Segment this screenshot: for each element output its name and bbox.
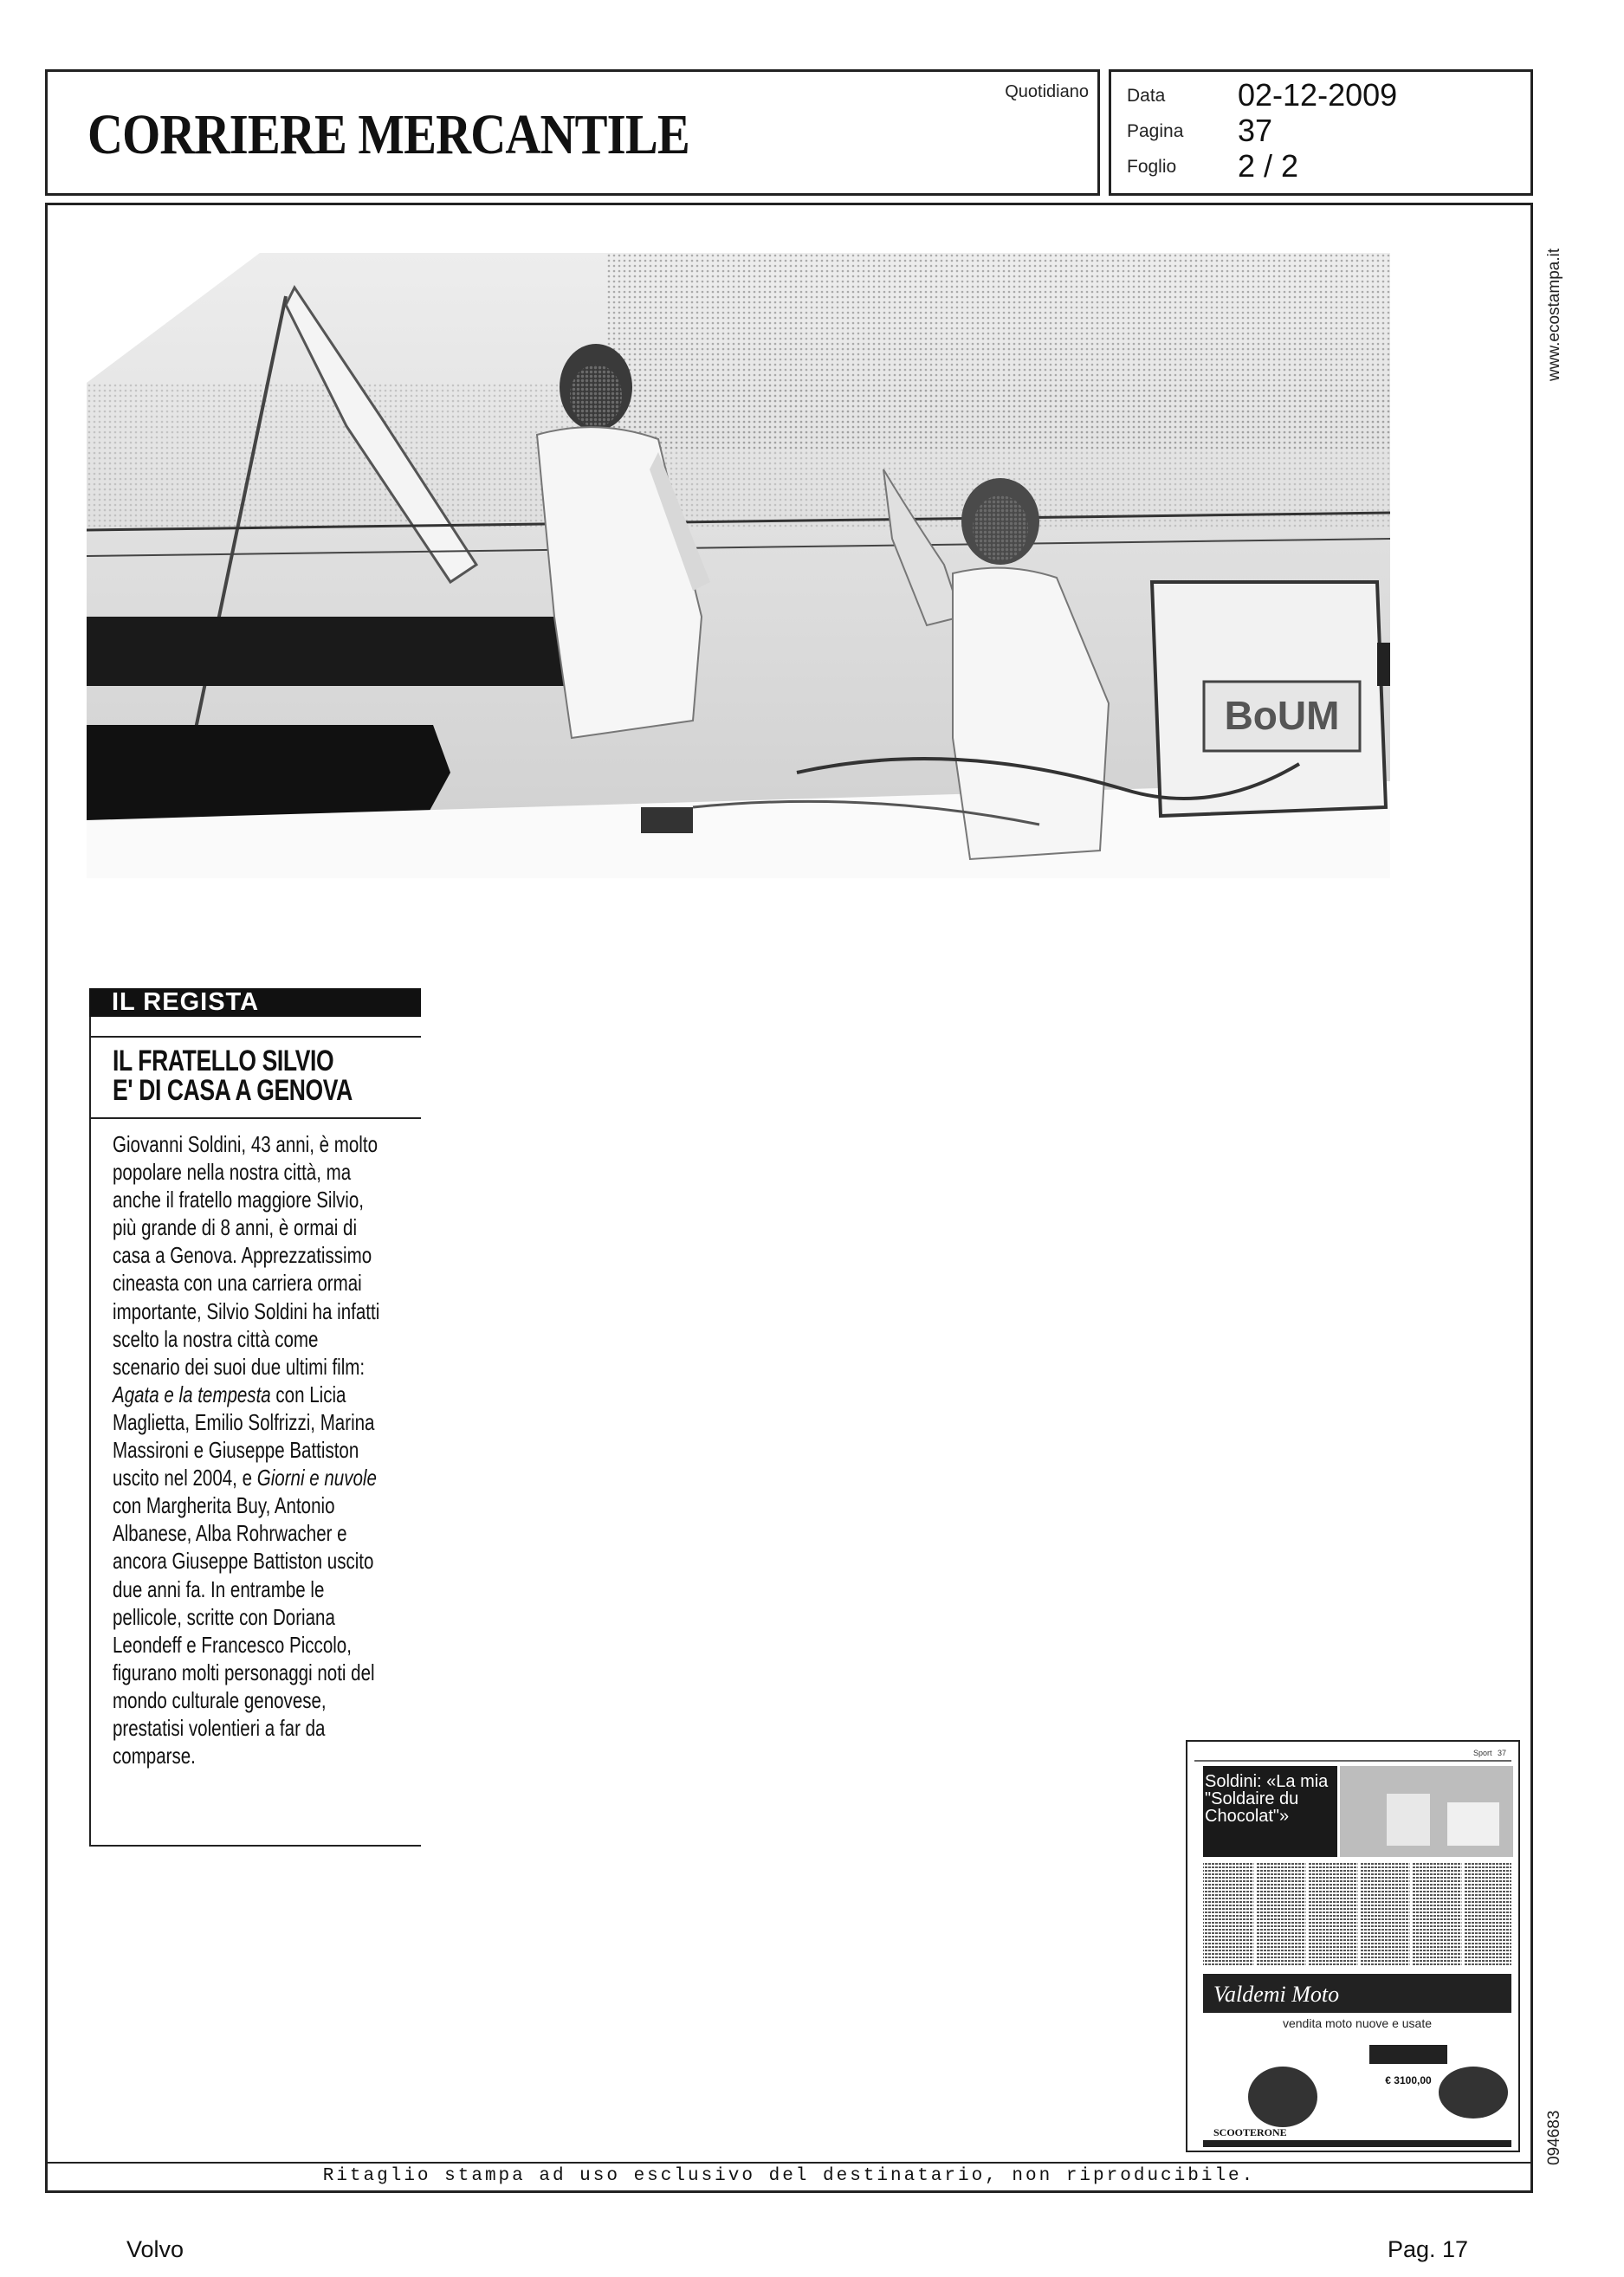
thumb-page: 37 xyxy=(1498,1749,1507,1757)
masthead-box xyxy=(45,69,1100,196)
photo-soldini-brothers-on-boat xyxy=(87,253,1390,878)
photo-banner-text: BoUM xyxy=(1224,693,1340,738)
thumb-ad-dealer: SCOOTERONE xyxy=(1213,2126,1287,2138)
thumb-section: Sport xyxy=(1473,1749,1492,1757)
side-url: www.ecostampa.it xyxy=(1545,248,1563,381)
thumb-ad-brand: Valdemi Moto xyxy=(1213,1982,1340,2007)
footer-page-number: Pag. 17 xyxy=(1388,2236,1469,2262)
kicker-rule xyxy=(89,1036,421,1038)
headline-rule xyxy=(89,1117,421,1119)
thumb-headline: Soldini: «La mia "Soldaire du Chocolat"» xyxy=(1205,1773,1329,1826)
article-left-rule xyxy=(89,1017,91,1847)
article-body xyxy=(113,1130,386,1769)
page-label: Pagina xyxy=(1127,121,1184,141)
article-kicker: IL REGISTA xyxy=(89,988,421,1017)
issue-info-box xyxy=(1109,69,1533,196)
body-part-1: Giovanni Soldini, 43 anni, è molto popolare nella nostra città, ma anche il fratello maggiore Silvio, più grande di 8 anni, è ormai di casa a Genova. Apprezzatissimo cineasta con una carriera ormai importante, Silvio Soldini ha infatti scelto la nostra città come scenario dei suoi due ultimi film: xyxy=(113,1131,380,1380)
thumb-ad-price: € 3100,00 xyxy=(1385,2074,1432,2086)
sheet-value: 2 / 2 xyxy=(1238,148,1299,184)
date-value: 02-12-2009 xyxy=(1238,77,1398,113)
body-part-3: con Margherita Buy, Antonio Albanese, Alba Rohrwacher e ancora Giuseppe Battiston uscito due anni fa. In entrambe le pellicole, scritte con Doriana Leondeff e Francesco Piccolo, figurano molti personaggi noti del mondo culturale genovese, prestatisi volentieri a far da comparse. xyxy=(113,1492,375,1769)
body-part-2: con Licia Maglietta, Emilio Solfrizzi, Marina Massironi e Giuseppe Battiston uscito nel 2004, e xyxy=(113,1381,375,1491)
thumb-ad-tagline: vendita moto nuove e usate xyxy=(1282,2016,1433,2030)
footer-client: Volvo xyxy=(126,2236,184,2262)
page-value: 37 xyxy=(1238,113,1273,148)
masthead: CORRIERE MERCANTILE xyxy=(87,103,689,166)
date-label: Data xyxy=(1127,86,1166,106)
disclaimer-text: Ritaglio stampa ad uso esclusivo del destinatario, non riproducibile. xyxy=(322,2166,1256,2186)
film-title-1: Agata e la tempesta xyxy=(113,1381,271,1407)
side-code: 094683 xyxy=(1545,2110,1563,2165)
page-thumbnail xyxy=(1186,1740,1520,2152)
film-title-2: Giorni e nuvole xyxy=(256,1465,377,1491)
article-headline: IL FRATELLO SILVIO E' DI CASA A GENOVA xyxy=(113,1045,353,1107)
sheet-label: Foglio xyxy=(1127,157,1177,177)
article-bottom-rule xyxy=(89,1845,421,1847)
disclaimer-rule xyxy=(45,2162,1533,2164)
publication-type: Quotidiano xyxy=(1005,82,1089,101)
